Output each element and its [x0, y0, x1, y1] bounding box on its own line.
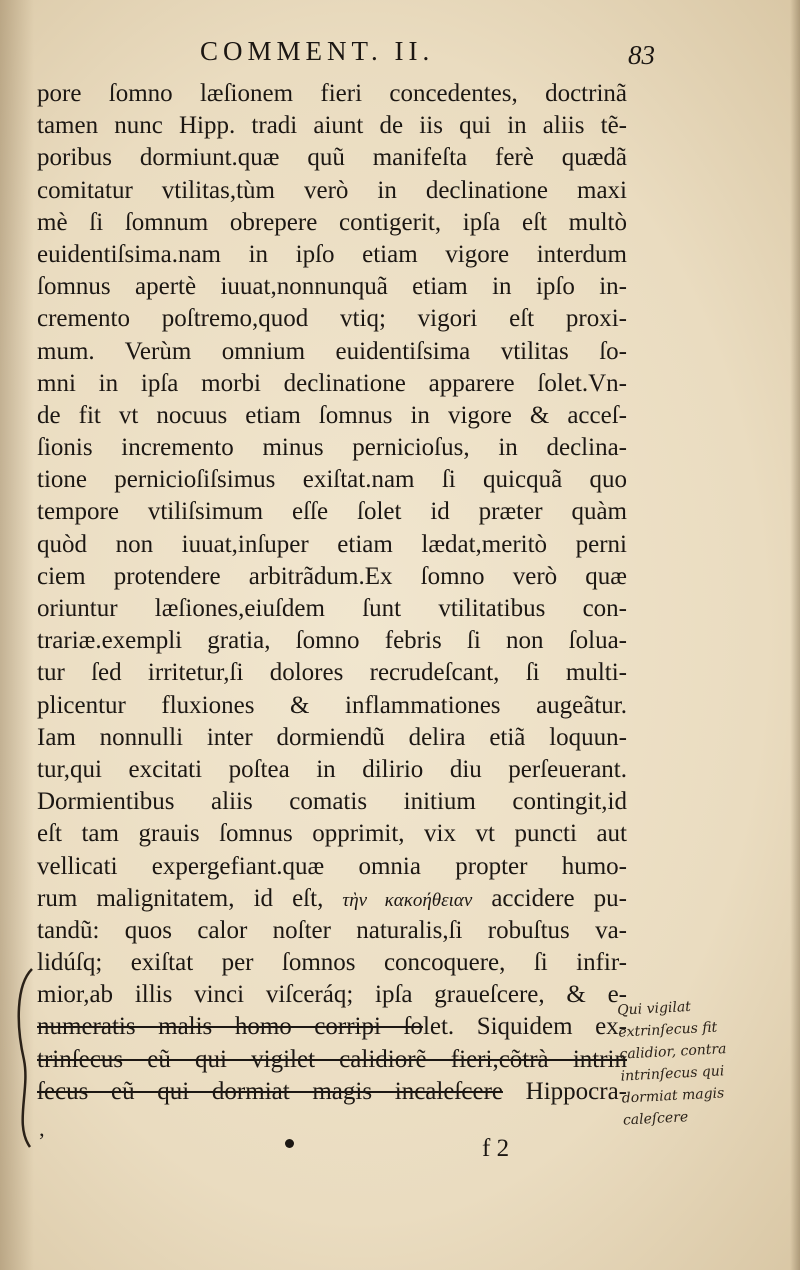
margin-bracket-icon: [10, 965, 40, 1150]
text-line: [37, 175, 627, 207]
text-segment: tione pernicioſiſsimus exiſtat.nam ſi quicquã quo: [37, 466, 627, 494]
signature-mark: ’: [38, 1128, 46, 1153]
text-line: [37, 78, 627, 110]
text-segment: plicentur fluxiones & inflammationes augeãtur.: [37, 691, 627, 719]
text-line: [37, 529, 627, 561]
text-line: [37, 786, 627, 818]
text-line: [37, 336, 627, 368]
text-segment: accidere pu-: [472, 884, 627, 912]
text-segment: mior,ab illis vinci viſceráq; ipſa graueſcere, & e-: [37, 981, 627, 1009]
text-segment: ſionis incremento minus pernicioſus, in declina-: [37, 434, 627, 462]
text-segment: tandũ: quos calor noſter naturalis,ſi robuſtus va-: [37, 916, 627, 944]
text-line: [37, 851, 627, 883]
text-line: [37, 271, 627, 303]
printer-dot: [285, 1139, 294, 1148]
marginal-note-line: extrinſecus fit: [617, 1019, 718, 1041]
text-segment: poribus dormiunt.quæ quũ manifeſta ferè quædã: [37, 144, 627, 172]
text-line: [37, 207, 627, 239]
text-line: [37, 915, 627, 947]
text-segment: eſt tam grauis ſomnus opprimit, vix vt puncti aut: [37, 820, 627, 848]
text-line: [37, 561, 627, 593]
text-segment: cremento poſtremo,quod vtiq; vigori eſt proxi-: [37, 305, 627, 333]
marginal-note-line: dormiat magis: [621, 1085, 725, 1107]
text-line: [37, 818, 627, 850]
text-segment: Hippocra-: [502, 1077, 627, 1105]
text-segment: tamen nunc Hipp. tradi aiunt de iis qui in aliis tẽ-: [37, 112, 627, 140]
text-segment: ſomnus apertè iuuat,nonnunquã etiam in ipſo in-: [37, 273, 627, 301]
text-line: [37, 110, 627, 142]
text-line: [37, 496, 627, 528]
text-segment: comitatur vtilitas,tùm verò in declinatione maxi: [37, 176, 627, 204]
greek-phrase: τὴν κακοήθειαν: [342, 889, 473, 911]
text-segment: rum malignitatem, id eſt,: [37, 884, 343, 912]
text-line: [37, 239, 627, 271]
text-segment: tur ſed irritetur,ſi dolores recrudeſcant, ſi multi-: [37, 659, 627, 687]
text-line: [37, 432, 627, 464]
text-line: [37, 1076, 627, 1108]
text-segment: mè ſi ſomnum obrepere contigerit, ipſa eſt multò: [37, 208, 627, 236]
text-segment: mni in ipſa morbi declinatione apparere ſolet.Vn-: [37, 369, 627, 397]
text-line: [37, 690, 627, 722]
marginal-note-line: intrinſecus qui: [620, 1063, 725, 1085]
text-line: [37, 1044, 627, 1076]
text-segment: let. Siquidem ex-: [422, 1013, 628, 1041]
text-segment: mum. Verùm omnium euidentiſsima vtilitas ſo-: [37, 337, 627, 365]
text-segment: vellicati expergefiant.quæ omnia propter humo-: [37, 852, 627, 880]
body-text: [37, 78, 627, 1108]
text-line: [37, 593, 627, 625]
text-segment: tur,qui excitati poſtea in dilirio diu perſeuerant.: [37, 755, 627, 783]
marginal-note-line: caleſcere: [622, 1109, 689, 1129]
folio-number: 83: [628, 40, 655, 70]
text-segment: oriuntur læſiones,eiuſdem ſunt vtilitatibus con-: [37, 595, 627, 622]
text-line: [37, 754, 627, 786]
text-line: [37, 400, 627, 432]
struck-text: numeratis malis homo corripi ſo: [37, 1013, 423, 1041]
text-line: [37, 657, 627, 689]
text-segment: ciem protendere arbitrãdum.Ex ſomno verò quæ: [37, 562, 627, 590]
text-line: [37, 947, 627, 979]
text-segment: euidentiſsima.nam in ipſo etiam vigore interdum: [37, 240, 627, 268]
struck-text: ſecus eũ qui dormiat magis incaleſcere: [37, 1077, 503, 1105]
text-segment: tempore vtiliſsimum eſſe ſolet id præter quàm: [37, 498, 627, 526]
marginal-note-line: calidior, contra: [619, 1041, 727, 1063]
text-segment: de fit vt nocuus etiam ſomnus in vigore & acceſ-: [37, 401, 627, 429]
text-line: [37, 1011, 627, 1043]
text-line: [37, 625, 627, 657]
running-head: COMMENT. II.: [200, 36, 435, 66]
text-line: [37, 142, 627, 174]
text-line: [37, 722, 627, 754]
marginal-note-line: Qui vigilat: [616, 998, 692, 1019]
text-segment: quòd non iuuat,inſuper etiam lædat,meritò perni: [37, 530, 627, 558]
text-segment: Iam nonnulli inter dormiendũ delira etiã loquun-: [37, 723, 627, 751]
text-segment: trariæ.exempli gratia, ſomno febris ſi non ſolua-: [37, 627, 627, 655]
text-line: [37, 368, 627, 400]
text-segment: Dormientibus aliis comatis initium contingit,id: [37, 788, 627, 816]
text-segment: pore ſomno læſionem fieri concedentes, doctrinã: [37, 80, 627, 107]
text-line: [37, 464, 627, 496]
signature-mark-f2: f 2: [482, 1135, 510, 1162]
text-line: [37, 979, 627, 1011]
handwritten-marginal-note: [617, 990, 800, 1131]
text-line: [37, 303, 627, 335]
text-line: [37, 883, 627, 915]
struck-text: trinſecus eũ qui vigilet calidiorẽ fieri,cõtrà intrin: [37, 1045, 627, 1073]
text-segment: lidúſq; exiſtat per ſomnos concoquere, ſi infir-: [37, 949, 627, 977]
